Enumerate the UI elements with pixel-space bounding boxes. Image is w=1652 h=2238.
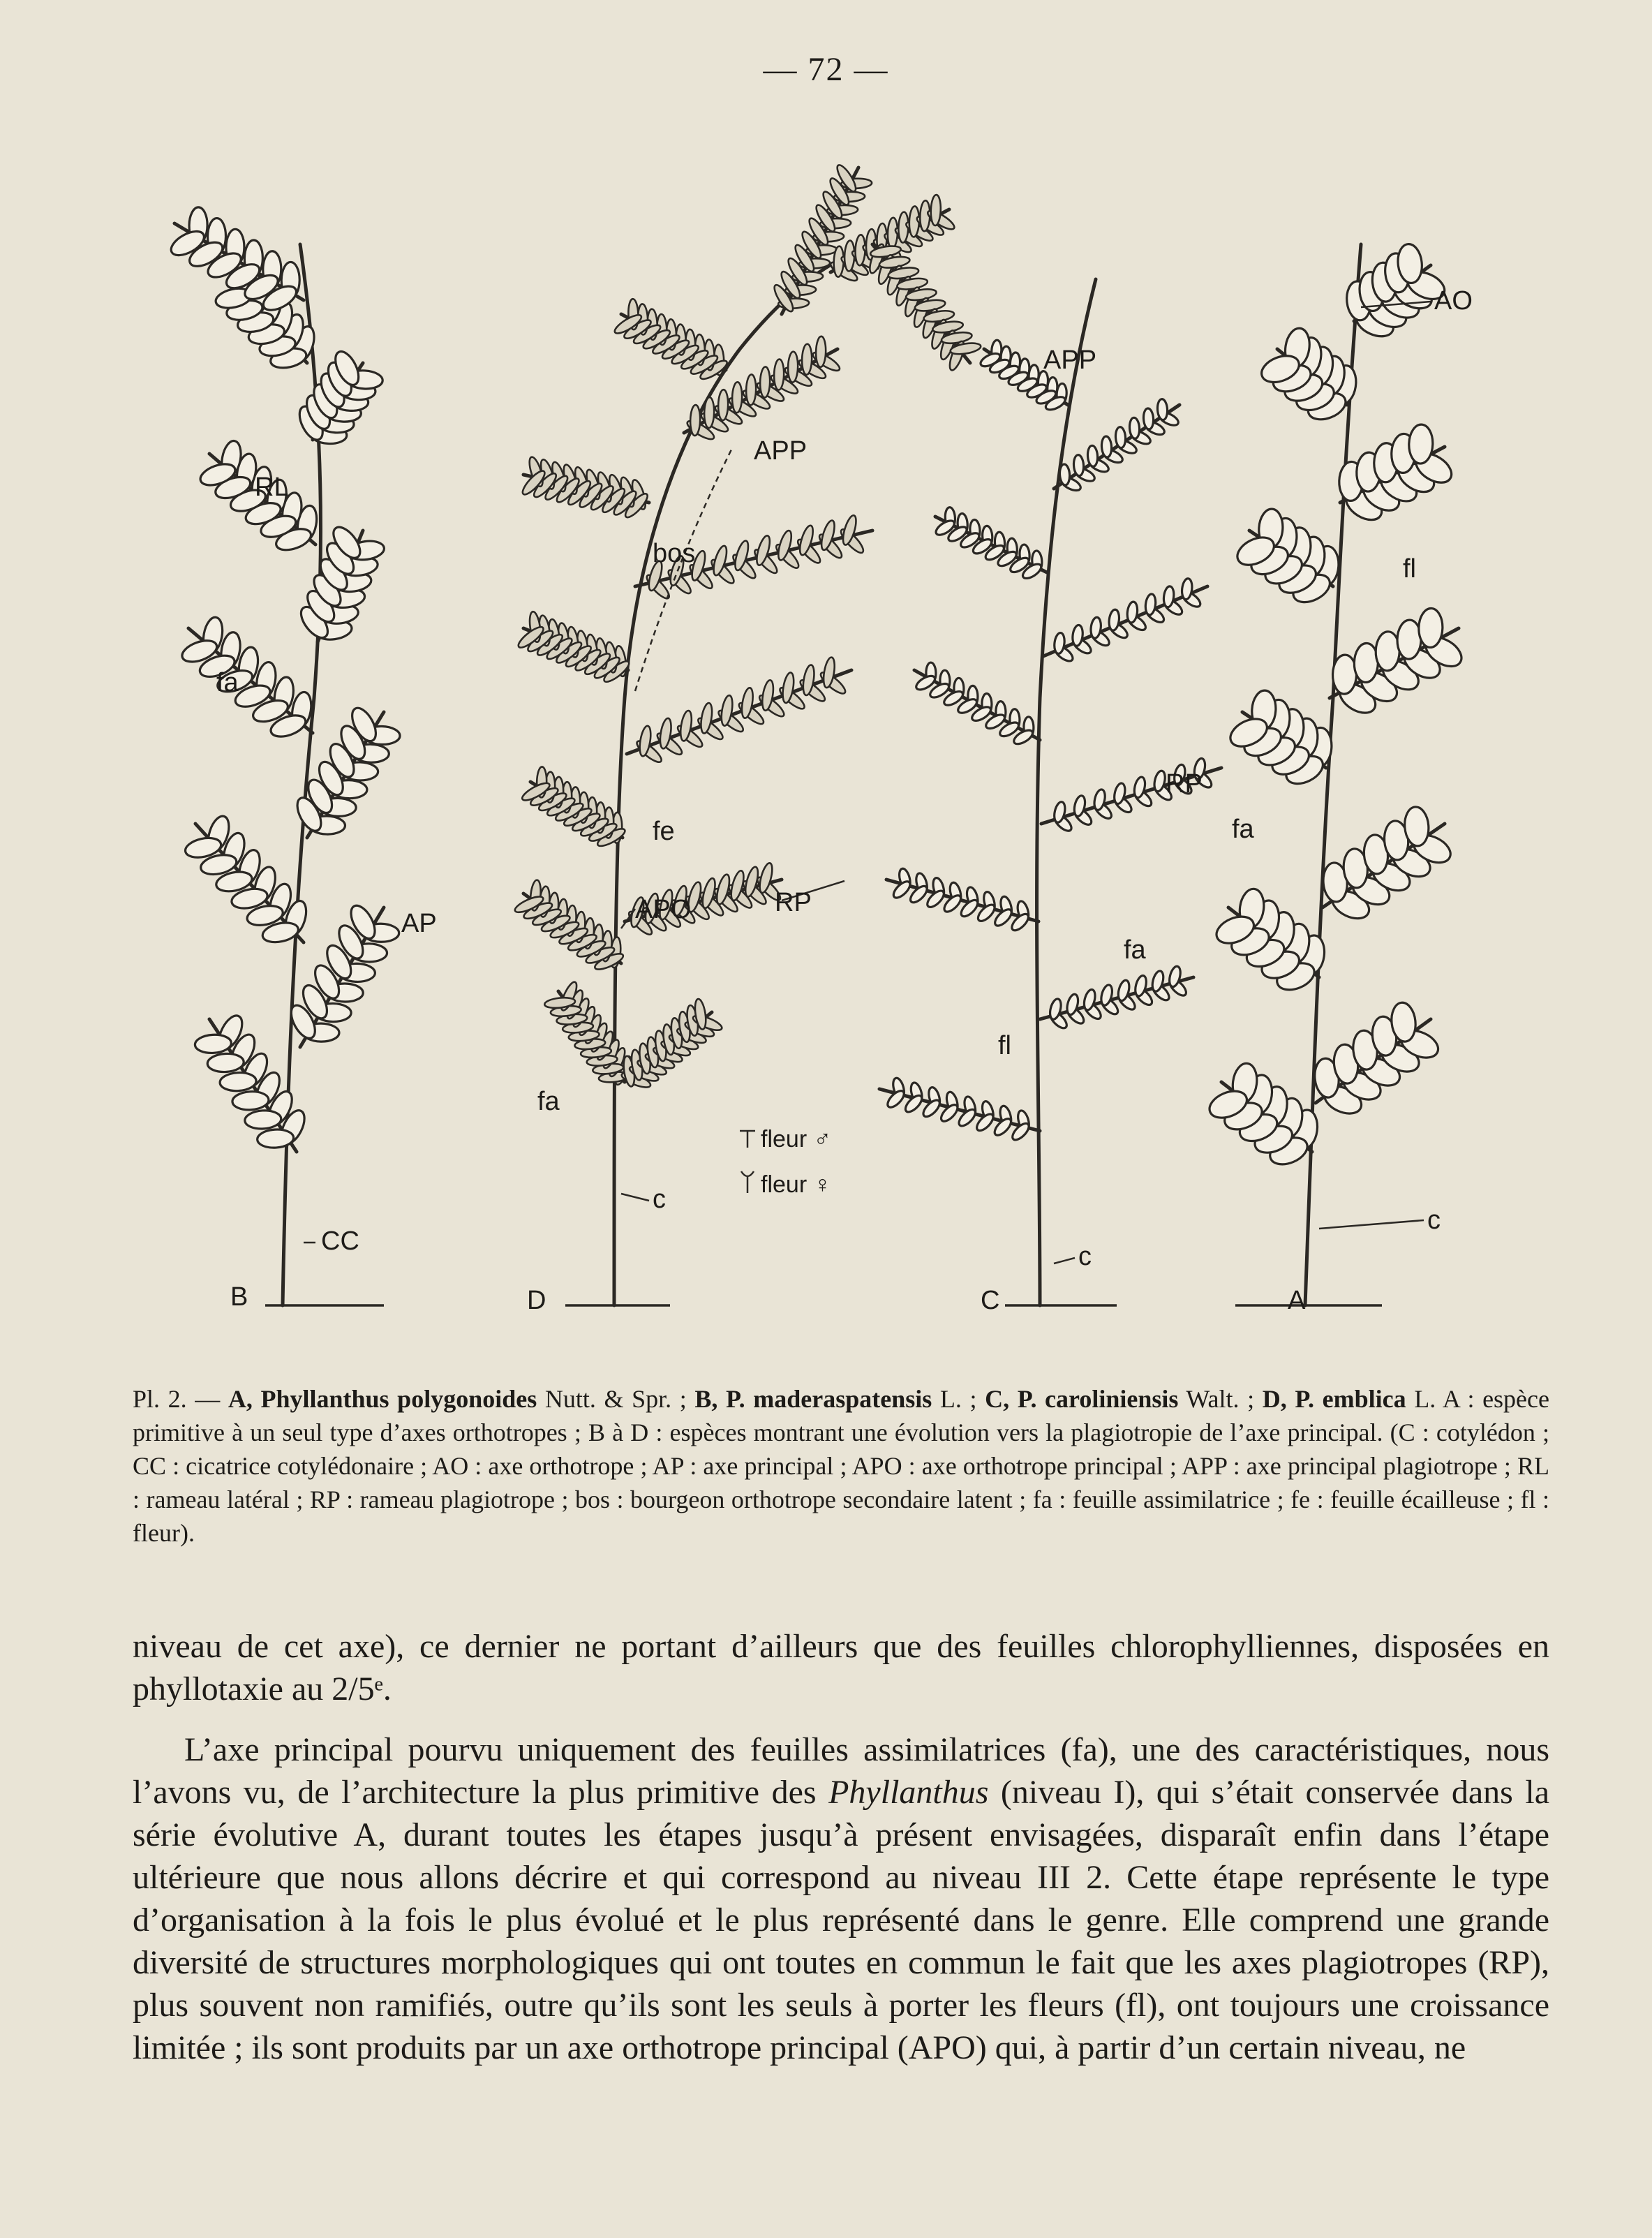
botanical-figure [133,140,1549,1326]
male-flower-symbol-icon [740,1131,755,1148]
plant-b-branch-0-leaf [232,1090,269,1111]
plant-c-branch-7-leaf [1157,399,1168,420]
plant-c-branch-7-leaf [1073,454,1085,476]
legend-female-flower [741,1171,831,1198]
plant-b-branch-0-leaf [207,1053,244,1073]
plant-b-branch-0-leaf [195,1034,232,1054]
label-c: C [981,1286,1000,1315]
page-number: — 72 — [763,51,889,88]
plant-d-pinnae-9-leaf [788,351,798,382]
plant-d-pinnae-12-leaf [930,195,942,225]
paragraph-2-end: (niveau I), qui s’était conservée dans la série évolutive A, durant toutes les étapes jusqu’à présent envisagées, disparaît enfin dans l’étape ultérieure que nous allons décrire et qui correspond au niveau III 2. Cette étape représente le type d’organisation à la fois le plus évolué et le plus représenté dans le genre. Elle comprend une grande diversité de structures morphologiques qui ont toutes en commun le fait que les axes plagiotropes (RP), plus souvent non ramifiés, outre qu’ils sont les seuls à porter les fleurs (fl), ont toujours une croissance limitée ; ils sont produits par un axe orthotrope principal (APO) qui, à partir d’un certain niveau, ne [133,1774,1549,2066]
plant-a-branch-7-leaf [1408,424,1434,464]
leader-c-c [1054,1258,1075,1263]
body-text [133,1625,1549,2069]
body-paragraph-2 [133,1728,1549,2069]
plant-d-pinnae-9-leaf [718,390,729,420]
female-flower-symbol-icon [741,1171,754,1193]
caption-legend-text: L. A : espèce primitive à un seul type d’axes orthotropes ; B à D : espèces montrant une évolution vers la plagiotropie de l’axe principal. (C : cotylédon ; CC : cicatrice cotylédonaire ; AO : axe orthotrope ; AP : axe principal ; APO : axe orthotrope principal ; APP : axe principal plagiotrope ; RL : rameau latéral ; RP : rameau plagiotrope ; bos : bourgeon orthotrope secondaire latent ; fa : feuille assimilatrice ; fe : feuille écailleuse ; fl : fleur). [133,1385,1549,1547]
leader-c-d [621,1194,649,1201]
label-fa-a: fa [1232,815,1254,844]
label-app-c: APP [1043,346,1097,375]
caption-prefix: Pl. 2. — [133,1385,228,1413]
plant-c-branch-7-leaf [1115,427,1126,448]
label-ao: AO [1434,286,1473,316]
caption-species-c: C, P. caroliniensis [985,1385,1179,1413]
paragraph-2-start: L’axe principal pourvu uniquement des feuilles assimilatrices (fa), une des caractéristiques, nous l’avons vu, de l’architecture la plus primitive des [133,1731,1549,1811]
plant-c-branch-7-leaf [1087,445,1099,467]
plant-b-branch-0-leaf [257,1129,294,1149]
label-fe: fe [653,817,675,846]
caption-species-b: B, P. maderaspatensis [694,1385,932,1413]
caption-species-d: D, P. emblica [1262,1385,1406,1413]
plant-d-pinnae-9-leaf [690,405,701,436]
label-apo: APO [635,895,692,924]
label-app-d: APP [754,436,808,466]
label-c-a: c [1427,1206,1441,1235]
legend-male-flower [740,1126,831,1153]
plant-d-pinnae-9-leaf [704,397,715,428]
caption-species-a: A, Phyllanthus polygonoides [228,1385,537,1413]
plant-d-pinnae-9-leaf [774,359,784,390]
caption-author-a: Nutt. & Spr. ; [537,1385,695,1413]
label-fl-c: fl [998,1031,1011,1060]
leader-c-a [1319,1220,1424,1229]
plant-c-branch-7-leaf [1129,417,1140,439]
plant-d-pinnae-9-leaf [732,382,743,413]
label-cc: CC [321,1227,359,1256]
label-c-d: c [653,1185,666,1214]
label-fl-a: fl [1403,554,1416,584]
plant-c-branch-7-leaf [1059,464,1071,486]
caption-author-b: L. ; [932,1385,985,1413]
label-ap: AP [401,909,437,938]
legend-female-label: fleur ♀ [761,1171,832,1198]
label-c-c: c [1078,1242,1092,1271]
body-paragraph-1: niveau de cet axe), ce dernier ne portant d’ailleurs que des feuilles chlorophylliennes, disposées en phyllotaxie au 2/5ᵉ. [133,1628,1549,1707]
plant-b-branch-0-leaf [244,1109,281,1129]
plant-c-stem [1037,279,1096,1305]
label-bos: bos [653,539,696,568]
plant-d-pinnae-9-leaf [802,344,812,375]
legend-male-label: fleur ♂ [761,1126,832,1153]
figure-caption [133,1382,1549,1550]
label-a: A [1288,1286,1306,1315]
plant-d-pinnae-9-leaf [816,336,826,367]
label-fa-b: fa [216,668,239,697]
plant-c-branch-7-leaf [1101,436,1113,458]
label-rl: RL [255,473,289,502]
label-rp-d: RP [775,888,812,917]
plant-b-branch-0-leaf [219,1072,256,1092]
caption-author-c: Walt. ; [1178,1385,1263,1413]
plant-d-pinnae-9-leaf [746,374,757,405]
label-d: D [527,1286,546,1315]
label-b: B [230,1282,248,1312]
label-rp-c: RP [1166,769,1203,799]
genus-name: Phyllanthus [828,1774,989,1811]
plant-a-branch-5-leaf [1418,608,1443,648]
plant-d-pinnae-9-leaf [760,366,771,397]
label-fa-c: fa [1124,935,1146,965]
label-fa-d: fa [537,1087,560,1116]
plant-c-branch-7-leaf [1143,408,1154,430]
